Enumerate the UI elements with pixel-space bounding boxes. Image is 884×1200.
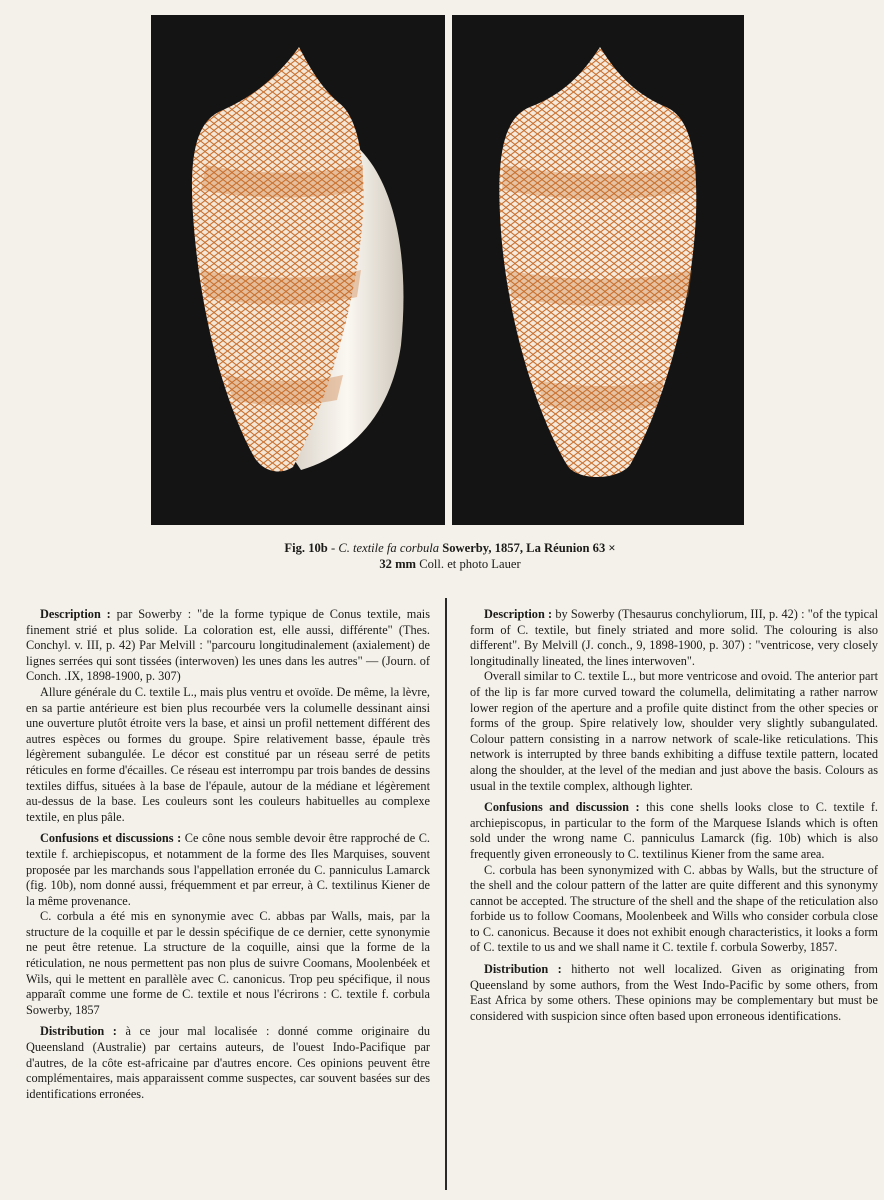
fr-confusions-text-1: Ce cône nous semble devoir être rapproché de C. textile f. archiepiscopus, et notamment de la forme des Iles Marquises, souvent proposée par les marchands sous l'appellation erronée du C. panniculus Lamarck (fig. 10b), nom donné aussi, fréquemment et par erreur, à C. textilinus Kiener de la même provenance. [26,831,430,908]
en-description-text-1: by Sowerby (Thesaurus conchyliorum, III, p. 42) : "of the typical form of C. textile, but finely striated and more solid. The colouring is also different". By Melvill (J. conch., 9, 1898-1900, p. 307) : "ventricose, very closely longitudinally lineated, the lines interwoven". [470,607,878,668]
figure-credit: Coll. et photo Lauer [419,557,521,571]
en-description-heading: Description : [484,607,553,621]
fr-description-paragraph [26,607,430,685]
fr-confusions-heading: Confusions et discussions : [40,831,182,846]
figure-species: C. textile fa corbula [338,541,440,555]
figure-author: Sowerby, 1857, La Réunion 63 × [442,541,616,555]
shell-photo-aperture-view [151,15,445,525]
column-divider [445,598,447,1190]
en-distribution-heading: Distribution : [484,962,562,977]
en-confusions-heading: Confusions and discussion : [484,800,640,815]
fr-description-text-2: Allure générale du C. textile L., mais plus ventru et ovoïde. De même, la lèvre, en sa partie antérieure est bien plus recourbée vers la columelle dessinant ainsi une ouverture plutôt étroite vers la base, et ainsi un profil nettement différent des autres espèces ou formes du groupe. Spire relativement basse, épaule très légèrement subangulée. Le décor est constitué par un réseau serré de petits réticules en forme d'écailles. Ce réseau est interrompu par trois bandes de dessins textiles diffus, situées à la base de l'épaule, autour de la médiane et légèrement au-dessus de la base. Les couleurs sont les couleurs habituelles au complexe textile, en plus pâle. [26,684,430,824]
fr-distribution-text: à ce jour mal localisée : donné comme originaire du Queensland (Australie) par certains auteurs, de l'ouest Indo-Pacifique par d'autres, de la côte est-africaine par d'autres encore. Ces opinions peuvent être complémentaires, mais apparaissent comme suspectes, car souvent basées sur des identifications erronées. [26,1024,430,1101]
figure-caption: Fig. 10b - C. textile fa corbula Sowerby, 1857, La Réunion 63 × 32 mm Coll. et photo Lauer [284,541,616,571]
en-distribution-text: hitherto not well localized. Given as originating from Queensland by some authors, from the West Indo-Pacific by some others, from East Africa by some others. These opinions may be complementary but must be considered with suspicion since often based upon erroneous identifications. [470,962,878,1023]
fr-distribution-heading: Distribution : [40,1024,117,1039]
figure-size: 32 mm [379,557,417,571]
en-description-paragraph [470,607,878,669]
fr-description-heading: Description : [40,607,111,621]
shell-illustration-left [151,15,445,525]
figure-number: Fig. 10b [284,541,328,555]
shell-illustration-right [452,15,744,525]
en-confusions-paragraph [470,800,878,862]
fr-confusions-text-2: C. corbula a été mis en synonymie avec C. abbas par Walls, mais, par la structure de la coquille et par le dessin spécifique de ce dernier, cette synonymie ne peut être retenue. La structure de la coquille, ainsi que la forme de la réticulation, ne nous permettent pas non plus de suivre Coomans, Moolenbéek et Wils, qui le mettent en parallèle avec C. canonicus. Trop peu spécifique, il nous apparaît comme une forme de C. textile et nous l'écrirons : C. textile f. corbula Sowerby, 1857 [26,909,430,1017]
en-distribution-paragraph [470,962,878,1024]
fr-confusions-paragraph [26,831,430,909]
english-column [470,607,878,1030]
en-confusions-text-1: this cone shells looks close to C. textile f. archiepiscopus, in particular to the form of the Marquese Islands which is often sold under the wrong name C. panniculus Lamarck (fig. 10b) which is also frequently given erroneously to C. textilinus Kiener from the same area. [470,800,878,861]
fr-distribution-paragraph [26,1024,430,1102]
en-description-text-2: Overall similar to C. textile L., but more ventricose and ovoid. The anterior part of the lip is far more curved toward the columella, delimitating a rather narrow lower region of the aperture and a profile quite distinct from the other species or forms of the group. Spire relatively low, shoulder very slightly subangulated. Colour pattern consisting in a narrow network of scale-like reticulations. This network is interrupted by three bands exhibiting a diffuse textile pattern, located along the shoulder, at the level of the median and just above the basis. Colours as usual in the textile complex, although lighter. [470,669,878,793]
shell-photo-dorsal-view [452,15,744,525]
en-confusions-text-2: C. corbula has been synonymized with C. abbas by Walls, but the structure of the shell and the colour pattern of the latter are quite different and this synonymy cannot be accepted. The structure of the shell and the shape of the reticulation also forbide us to follow Coomans, Moolenbeek and Wills who consider corbula close to C. canonicus. Because it does not exhibit enough characteristics, it looks a form of C. textile to us and we shall name it C. textile f. corbula Sowerby, 1857. [470,862,878,955]
fr-description-text-1: par Sowerby : "de la forme typique de Conus textile, mais finement strié et plus solide. La coloration est, elle aussi, différente" (Thes. Conchyl. v. III, p. 42) Par Melvill : "parcouru longitudinalement (axialement) de lignes serrées qui sont tissées (interwoven) les unes dans les autres" — (Journ. of Conch. .IX, 1898-1900, p. 307) [26,607,430,684]
french-column [26,607,430,1108]
